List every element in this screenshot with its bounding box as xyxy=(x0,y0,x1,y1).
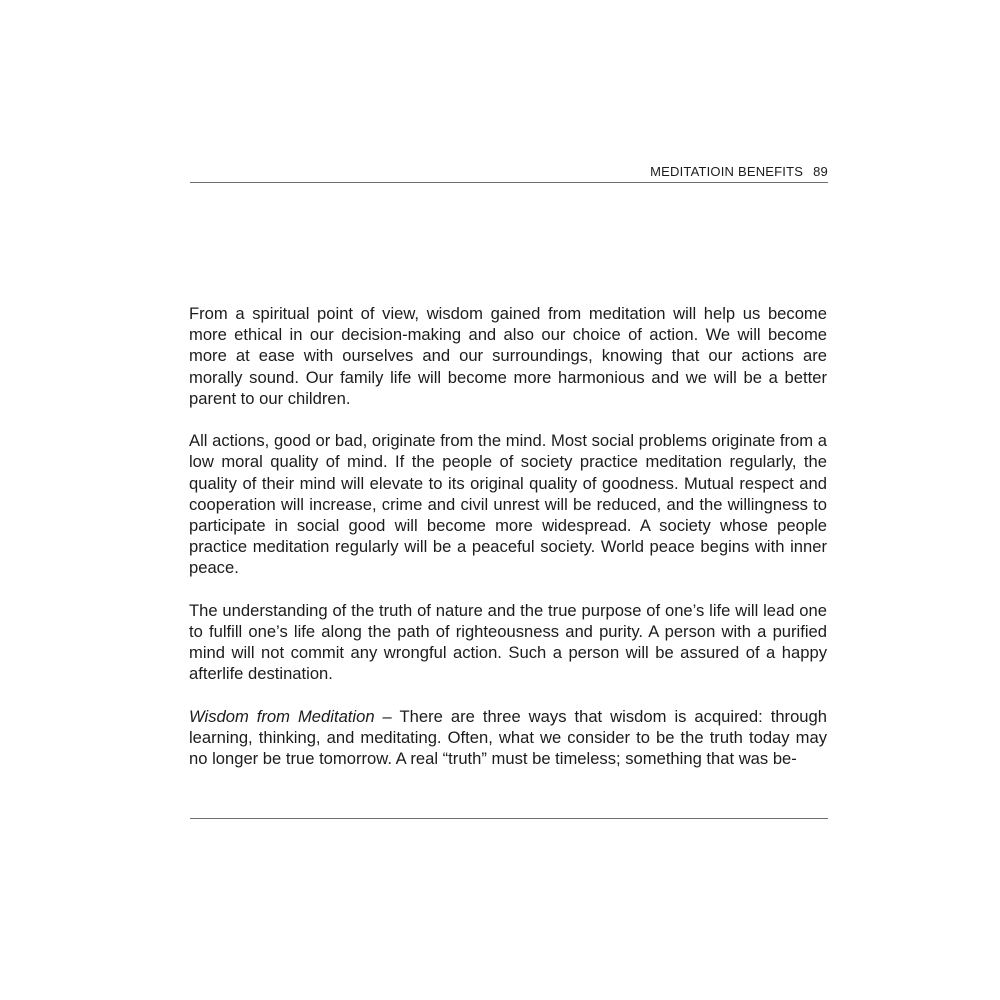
running-header xyxy=(190,163,828,183)
paragraph-4-text: – There are three ways that wisdom is acquired: through learning, thinking, and meditating. Often, what we consider to be the truth today may no longer be true tomorrow. A real “truth” must be timeless; something that was be- xyxy=(189,706,827,769)
paragraph-4 xyxy=(189,706,827,770)
paragraph-1: From a spiritual point of view, wisdom gained from meditation will help us become more ethical in our decision-making and also our choice of action. We will become more at ease with ourselves and our surroundings, knowing that our actions are morally sound. Our family life will become more harmonious and we will be a better parent to our children. xyxy=(189,304,827,408)
body-text xyxy=(189,303,827,769)
section-lead-in: Wisdom from Meditation xyxy=(189,706,375,726)
page-number: 89 xyxy=(813,164,828,179)
paragraph-2: All actions, good or bad, originate from the mind. Most social problems originate from a low moral quality of mind. If the people of society practice meditation regularly, the quality of their mind will elevate to its original quality of goodness. Mutual respect and cooperation will increase, crime and civil unrest will be reduced, and the willingness to participate in social good will become more widespread. A society whose people practice meditation regularly will be a peaceful society. World peace begins with inner peace. xyxy=(189,431,827,578)
paragraph-3: The understanding of the truth of nature and the true purpose of one’s life will lead one to fulfill one’s life along the path of righteousness and purity. A person with a purified mind will not commit any wrongful action. Such a person will be assured of a happy afterlife destination. xyxy=(189,600,827,684)
footer-rule xyxy=(190,818,828,819)
chapter-title: MEDITATIOIN BENEFITS xyxy=(650,164,804,179)
